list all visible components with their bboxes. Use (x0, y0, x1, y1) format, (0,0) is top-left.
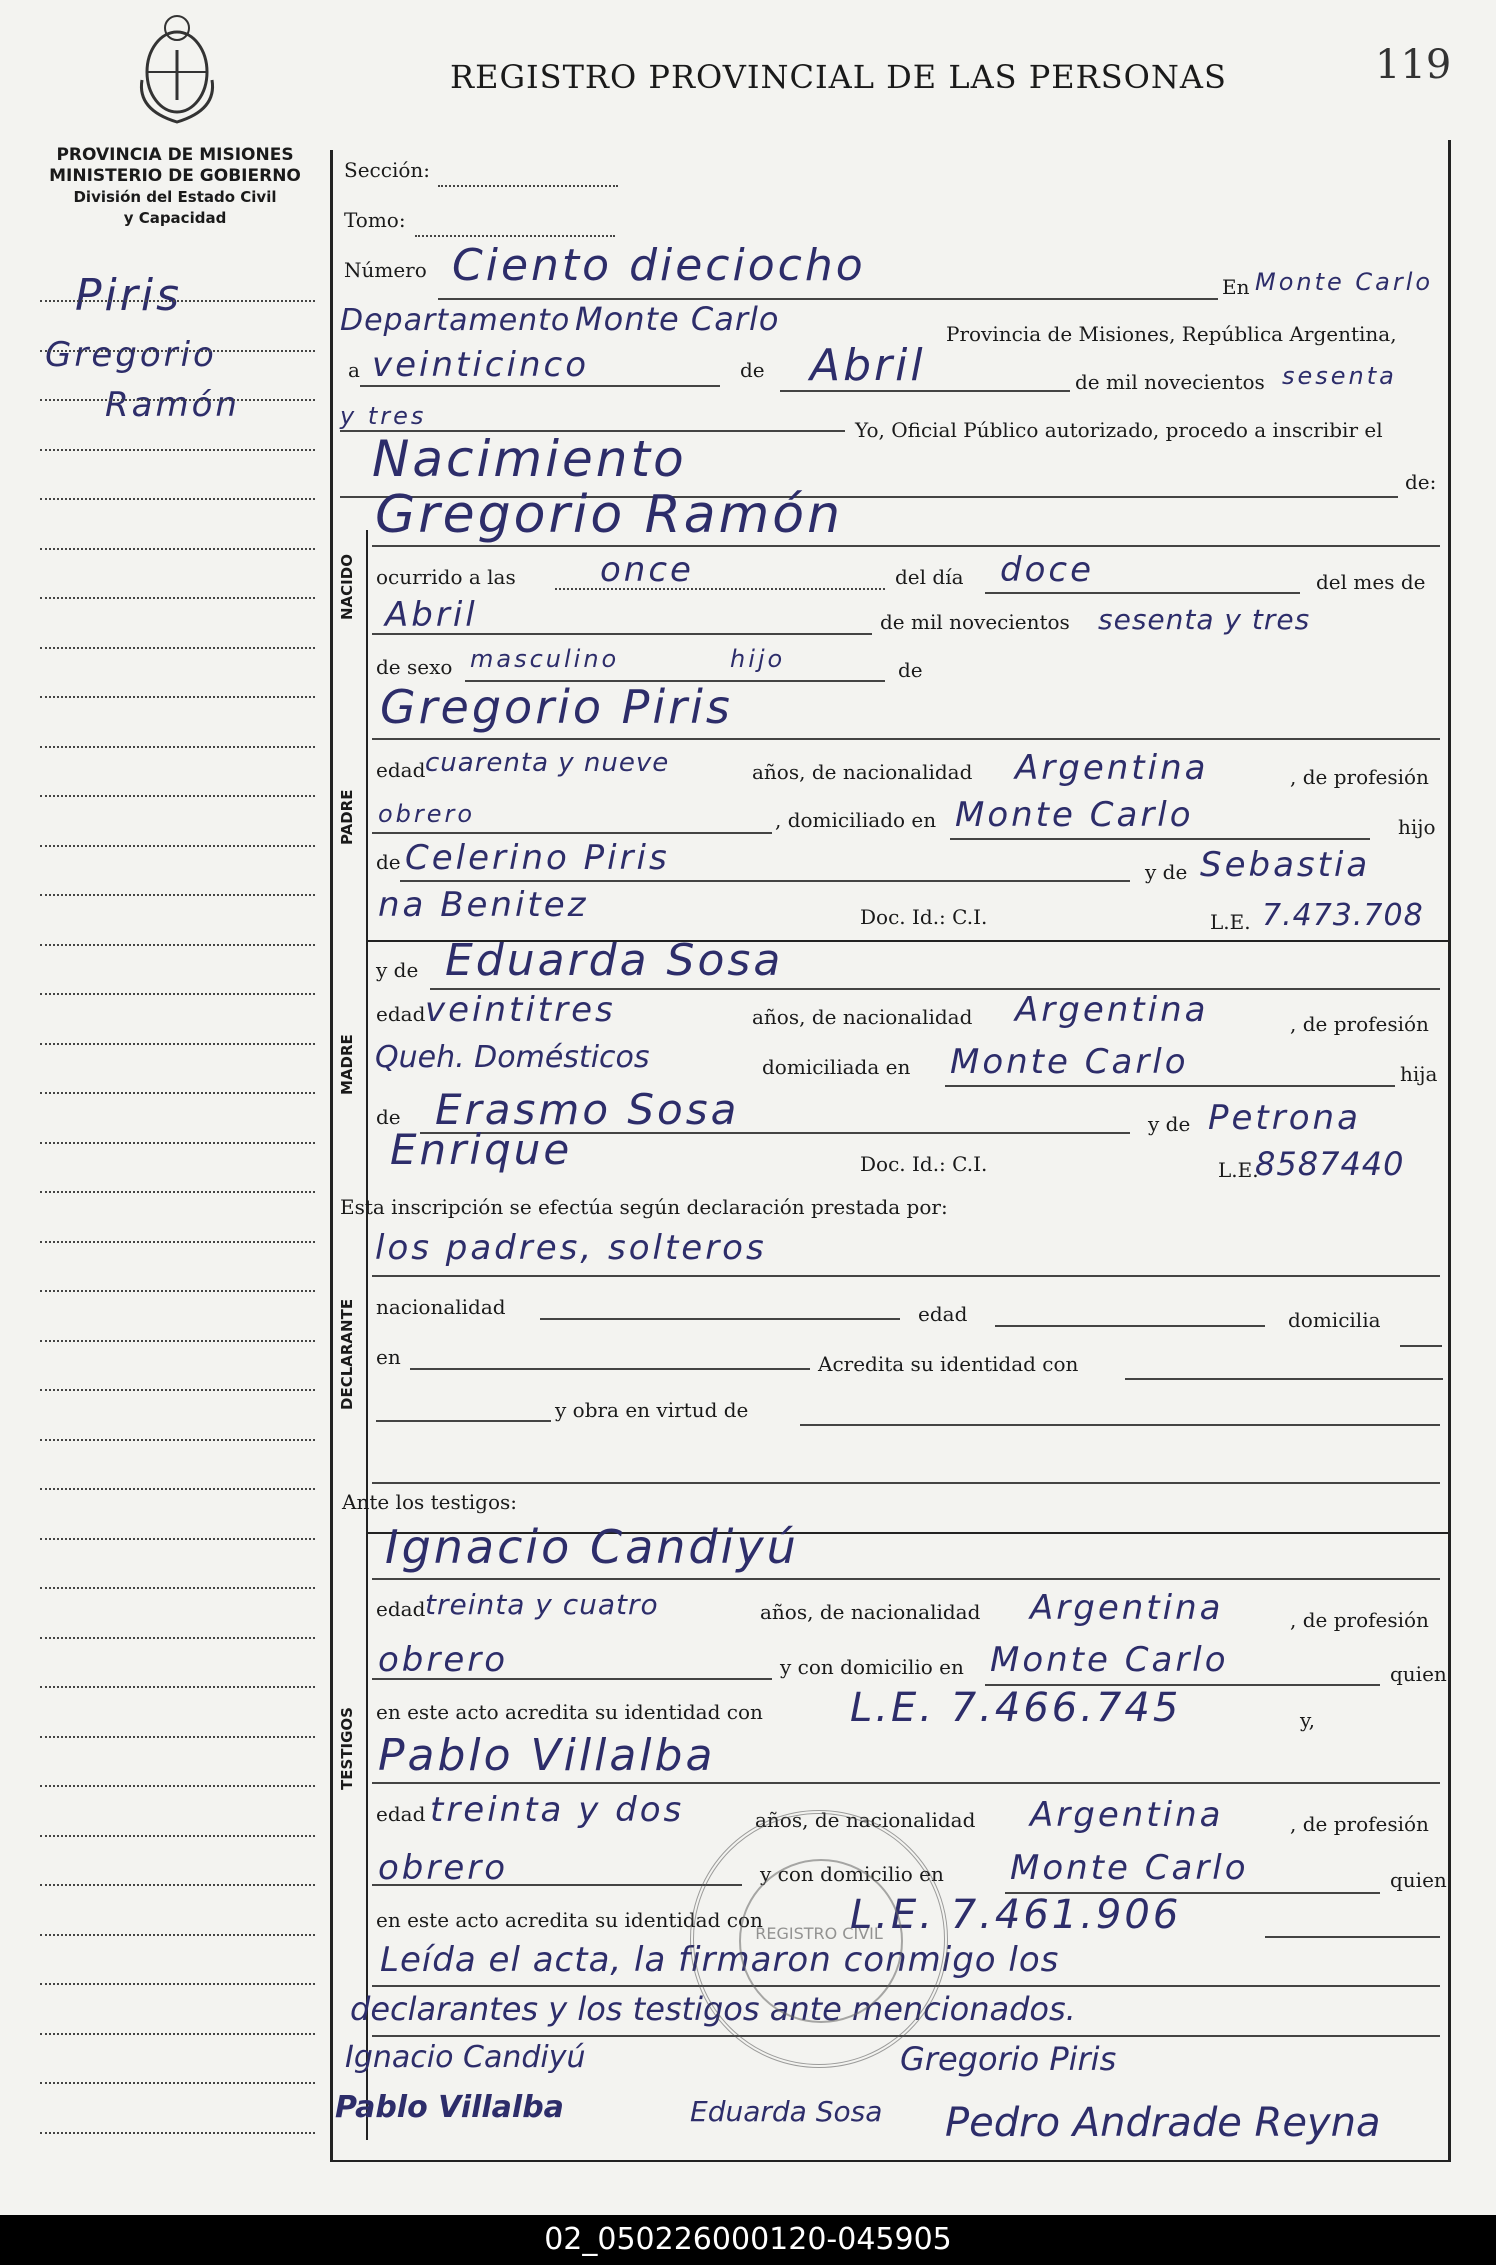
margin-dotted-line (40, 1191, 315, 1193)
dia-nac-line (985, 592, 1300, 594)
nacido-side-label: NACIDO (338, 554, 356, 620)
declarante-obra-pre-line (376, 1420, 551, 1422)
margin-dotted-line (40, 647, 315, 649)
mes-line (780, 390, 1070, 392)
margin-dotted-line (40, 2033, 315, 2035)
declarante-intro: Esta inscripción se efectúa según declaración prestada por: (340, 1195, 948, 1219)
firma-testigo-1: Ignacio Candiyú (345, 2040, 586, 2075)
margin-dotted-line (40, 894, 315, 896)
declarante-nacionalidad-line (540, 1318, 900, 1320)
testigo2-doc-line (1265, 1936, 1440, 1938)
madre-side-label: MADRE (338, 1034, 356, 1095)
padre-y-de-label: y de (1145, 860, 1188, 884)
margin-dotted-line (40, 1241, 315, 1243)
firma-testigo-2: Pablo Villalba (335, 2090, 564, 2125)
padre-side-label: PADRE (338, 789, 356, 845)
madre-domicilio-value: Monte Carlo (950, 1042, 1189, 1082)
declarante-obra-line (800, 1424, 1440, 1426)
madre-edad-label: edad (376, 1002, 426, 1026)
sexo-label: de sexo (376, 655, 453, 679)
madre-doc-label: Doc. Id.: C.I. (860, 1152, 988, 1176)
madre-le-label: L.E. (1218, 1158, 1259, 1182)
margin-dotted-line (40, 1686, 315, 1688)
testigos-side-label: TESTIGOS (338, 1707, 356, 1790)
testigo2-profesion-line (372, 1884, 742, 1886)
margin-dotted-line (40, 597, 315, 599)
padre-profesion-value: obrero (378, 800, 476, 828)
madre-domicilio-line (945, 1085, 1395, 1087)
frame-left-border (330, 150, 333, 2160)
madre-le-value: 8587440 (1255, 1145, 1405, 1183)
sexo-value: masculino (470, 645, 620, 673)
declarante-acredita-label: Acredita su identidad con (818, 1352, 1079, 1376)
padre-edad-label: edad (376, 758, 426, 782)
madre-madre-value-1: Petrona (1208, 1098, 1361, 1138)
margin-dotted-line (40, 1637, 315, 1639)
declarante-nacionalidad-label: nacionalidad (376, 1295, 506, 1319)
document-title: REGISTRO PROVINCIAL DE LAS PERSONAS (450, 58, 1227, 96)
declarante-value: los padres, solteros (375, 1228, 767, 1268)
frame-right-border (1448, 140, 1451, 2160)
padre-padre-value: Celerino Piris (405, 838, 670, 878)
margin-dotted-line (40, 300, 315, 302)
margin-dotted-line (40, 1142, 315, 1144)
testigo2-acredita-label: en este acto acredita su identidad con (376, 1908, 763, 1932)
madre-domicilio-label: domiciliada en (762, 1055, 911, 1079)
padre-nombre-value: Gregorio Piris (380, 680, 733, 734)
testigo2-edad-label: edad (376, 1802, 426, 1826)
en-value: Monte Carlo (1255, 268, 1434, 296)
testigo1-profesion-line (372, 1678, 772, 1680)
margin-dotted-line (40, 1389, 315, 1391)
margin-dotted-line (40, 449, 315, 451)
testigo1-nombre-line (372, 1578, 1440, 1580)
madre-profesion-value: Queh. Domésticos (375, 1040, 650, 1075)
page-number: 119 (1375, 42, 1452, 88)
acto-value: Nacimiento (372, 430, 687, 488)
oficial-text: Yo, Oficial Público autorizado, procedo a inscribir el (855, 418, 1383, 442)
a-label: a (348, 358, 360, 382)
padre-madre-value-2: na Benitez (378, 885, 589, 925)
testigo1-nacionalidad-value: Argentina (1030, 1588, 1224, 1628)
provincia-text: Provincia de Misiones, República Argentina, (946, 322, 1397, 346)
dia-value: veinticinco (372, 345, 589, 385)
hora-line (555, 588, 885, 590)
declarante-domicilio-label: domicilia (1288, 1308, 1381, 1332)
ocurrido-label: ocurrido a las (376, 565, 516, 589)
padre-anios-label: años, de nacionalidad (752, 760, 973, 784)
padre-padre-line (400, 880, 1130, 882)
ministry-name: MINISTERIO DE GOBIERNO (49, 166, 301, 186)
nacido-de-label: de (898, 658, 923, 682)
en-label: En (1222, 275, 1250, 299)
numero-label: Número (344, 258, 427, 282)
declarante-acredita-line (1125, 1378, 1443, 1380)
madre-edad-value: veintitres (425, 990, 616, 1030)
madre-de-label: de (376, 1105, 401, 1129)
margin-dotted-line (40, 944, 315, 946)
margin-dotted-line (40, 696, 315, 698)
margin-dotted-line (40, 548, 315, 550)
section-inner-border (366, 530, 368, 2140)
testigo1-edad-value: treinta y cuatro (425, 1588, 659, 1621)
seccion-line (438, 185, 618, 187)
testigo1-domicilio-value: Monte Carlo (990, 1640, 1229, 1680)
padre-le-label: L.E. (1210, 910, 1251, 934)
declarante-en-line (410, 1368, 810, 1370)
madre-padre-value: Erasmo Sosa (435, 1085, 740, 1134)
firma-declarante-padre: Gregorio Piris (900, 2040, 1117, 2078)
padre-madre-value-1: Sebastia (1200, 845, 1371, 885)
nombre-line (372, 545, 1440, 547)
padre-domicilio-label: , domiciliado en (775, 808, 937, 832)
anio-nac-value: sesenta y tres (1098, 603, 1311, 636)
margin-dotted-line (40, 1835, 315, 1837)
testigo1-acredita-label: en este acto acredita su identidad con (376, 1700, 763, 1724)
margin-dotted-line (40, 1439, 315, 1441)
margin-dotted-line (40, 350, 315, 352)
official-seal-stamp (690, 1810, 948, 2068)
margin-dotted-line (40, 1785, 315, 1787)
margin-dotted-line (40, 1290, 315, 1292)
declarante-side-label: DECLARANTE (338, 1298, 356, 1410)
testigo1-domicilio-label: y con domicilio en (780, 1655, 964, 1679)
nota-linea-2: declarantes y los testigos ante mencionados. (350, 1990, 1076, 2028)
margin-dotted-line (40, 1587, 315, 1589)
declarante-extra-line (372, 1482, 1440, 1484)
testigo2-doc-value: L.E. 7.461.906 (850, 1892, 1182, 1938)
padre-le-value: 7.473.708 (1262, 898, 1424, 933)
division-name-2: y Capacidad (123, 209, 227, 227)
mes-nac-value: Abril (385, 595, 478, 635)
mes-value: Abril (810, 340, 926, 391)
madre-madre-value-2: Enrique (390, 1125, 573, 1174)
padre-nombre-line (372, 738, 1440, 740)
firma-declarante-madre: Eduarda Sosa (690, 2095, 883, 2128)
acto-de-label: de: (1405, 470, 1437, 494)
declarante-line (372, 1275, 1440, 1277)
madre-nombre-value: Eduarda Sosa (445, 935, 784, 986)
testigo2-nacionalidad-value: Argentina (1030, 1795, 1224, 1835)
padre-profesion-line (372, 832, 772, 834)
padre-de-label: de (376, 850, 401, 874)
padre-profesion-label: , de profesión (1290, 765, 1429, 789)
tomo-line (415, 235, 615, 237)
margin-dotted-line (40, 1488, 315, 1490)
tomo-label: Tomo: (344, 208, 406, 232)
testigo2-quien-label: quien (1390, 1868, 1447, 1892)
testigo1-y-label: y, (1300, 1708, 1315, 1732)
testigo1-quien-label: quien (1390, 1662, 1447, 1686)
madre-profesion-label: , de profesión (1290, 1012, 1429, 1036)
testigo1-nombre-value: Ignacio Candiyú (385, 1520, 799, 1574)
dia-line (360, 385, 720, 387)
departamento-value: Monte Carlo (575, 300, 780, 338)
margin-dotted-line (40, 1340, 315, 1342)
margin-dotted-line (40, 2082, 315, 2084)
departamento-label: Departamento (340, 303, 571, 338)
del-mes-label: del mes de (1316, 570, 1426, 594)
mil-nac-label: de mil novecientos (880, 610, 1070, 634)
padre-doc-label: Doc. Id.: C.I. (860, 905, 988, 929)
padre-hijo-label: hijo (1398, 815, 1436, 839)
testigo1-anios-label: años, de nacionalidad (760, 1600, 981, 1624)
madre-nacionalidad-value: Argentina (1015, 990, 1209, 1030)
anio-value-2: y tres (340, 402, 427, 430)
testigo2-domicilio-label: y con domicilio en (760, 1862, 944, 1886)
frame-bottom-border (330, 2160, 1451, 2162)
coat-of-arms-icon (132, 10, 222, 130)
dia-nac-value: doce (1000, 550, 1094, 590)
margin-dotted-line (40, 1884, 315, 1886)
testigo2-edad-value: treinta y dos (430, 1790, 685, 1830)
padre-edad-value: cuarenta y nueve (425, 748, 670, 778)
scan-footer-id: 02_050226000120-045905 (0, 2215, 1496, 2265)
nota-line-2 (372, 2035, 1440, 2037)
madre-y-de2-label: y de (1148, 1112, 1191, 1136)
margin-dotted-line (40, 1983, 315, 1985)
hija-label: hijo (730, 645, 786, 673)
division-name: División del Estado Civil (73, 188, 277, 206)
declarante-en-label: en (376, 1345, 401, 1369)
de-label: de (740, 358, 765, 382)
madre-anios-label: años, de nacionalidad (752, 1005, 973, 1029)
mes-nac-line (372, 633, 872, 635)
margin-dotted-line (40, 1092, 315, 1094)
margin-given-name-2: Ramón (105, 385, 240, 425)
margin-surname: Piris (75, 270, 182, 321)
madre-hija-label: hija (1400, 1062, 1438, 1086)
margin-given-name-1: Gregorio (45, 335, 217, 375)
seccion-label: Sección: (344, 158, 430, 182)
margin-dotted-line (40, 1043, 315, 1045)
numero-line (438, 298, 1218, 300)
margin-dotted-line (40, 845, 315, 847)
declarante-edad-label: edad (918, 1302, 968, 1326)
margin-dotted-line (40, 1934, 315, 1936)
testigos-intro: Ante los testigos: (342, 1490, 518, 1514)
testigo1-edad-label: edad (376, 1597, 426, 1621)
mil-label: de mil novecientos (1075, 370, 1265, 394)
testigo1-profesion-value: obrero (378, 1640, 509, 1680)
del-dia-label: del día (895, 565, 964, 589)
testigo2-nombre-line (372, 1782, 1440, 1784)
padre-nacionalidad-value: Argentina (1015, 748, 1209, 788)
hora-value: once (600, 550, 694, 590)
declarante-domicilio-line (1400, 1345, 1442, 1347)
testigo2-profesion-value: obrero (378, 1848, 509, 1888)
margin-dotted-line (40, 993, 315, 995)
margin-dotted-line (40, 399, 315, 401)
madre-y-de-label: y de (376, 958, 419, 982)
margin-dotted-line (40, 795, 315, 797)
nacido-nombre-value: Gregorio Ramón (375, 485, 844, 545)
testigo2-anios-label: años, de nacionalidad (755, 1808, 976, 1832)
testigo1-doc-value: L.E. 7.466.745 (850, 1685, 1182, 1731)
numero-value: Ciento dieciocho (452, 240, 866, 291)
margin-dotted-line (40, 1538, 315, 1540)
testigo2-nombre-value: Pablo Villalba (378, 1730, 716, 1781)
margin-dotted-line (40, 2132, 315, 2134)
margin-dotted-line (40, 1736, 315, 1738)
anio-value-1: sesenta (1282, 362, 1397, 390)
margin-dotted-line (40, 746, 315, 748)
padre-domicilio-line (950, 838, 1370, 840)
province-name: PROVINCIA DE MISIONES (56, 145, 294, 165)
nota-linea-1: Leída el acta, la firmaron conmigo los (380, 1940, 1060, 1980)
testigo2-domicilio-value: Monte Carlo (1010, 1848, 1249, 1888)
seal-text: REGISTRO CIVIL (755, 1924, 883, 1943)
declarante-edad-line (995, 1325, 1265, 1327)
padre-domicilio-value: Monte Carlo (955, 795, 1194, 835)
issuer-header (30, 145, 320, 229)
margin-dotted-line (40, 498, 315, 500)
firma-oficial: Pedro Andrade Reyna (945, 2100, 1381, 2146)
declarante-obra-label: y obra en virtud de (555, 1398, 749, 1422)
testigo1-profesion-label: , de profesión (1290, 1608, 1429, 1632)
testigo2-profesion-label: , de profesión (1290, 1812, 1429, 1836)
